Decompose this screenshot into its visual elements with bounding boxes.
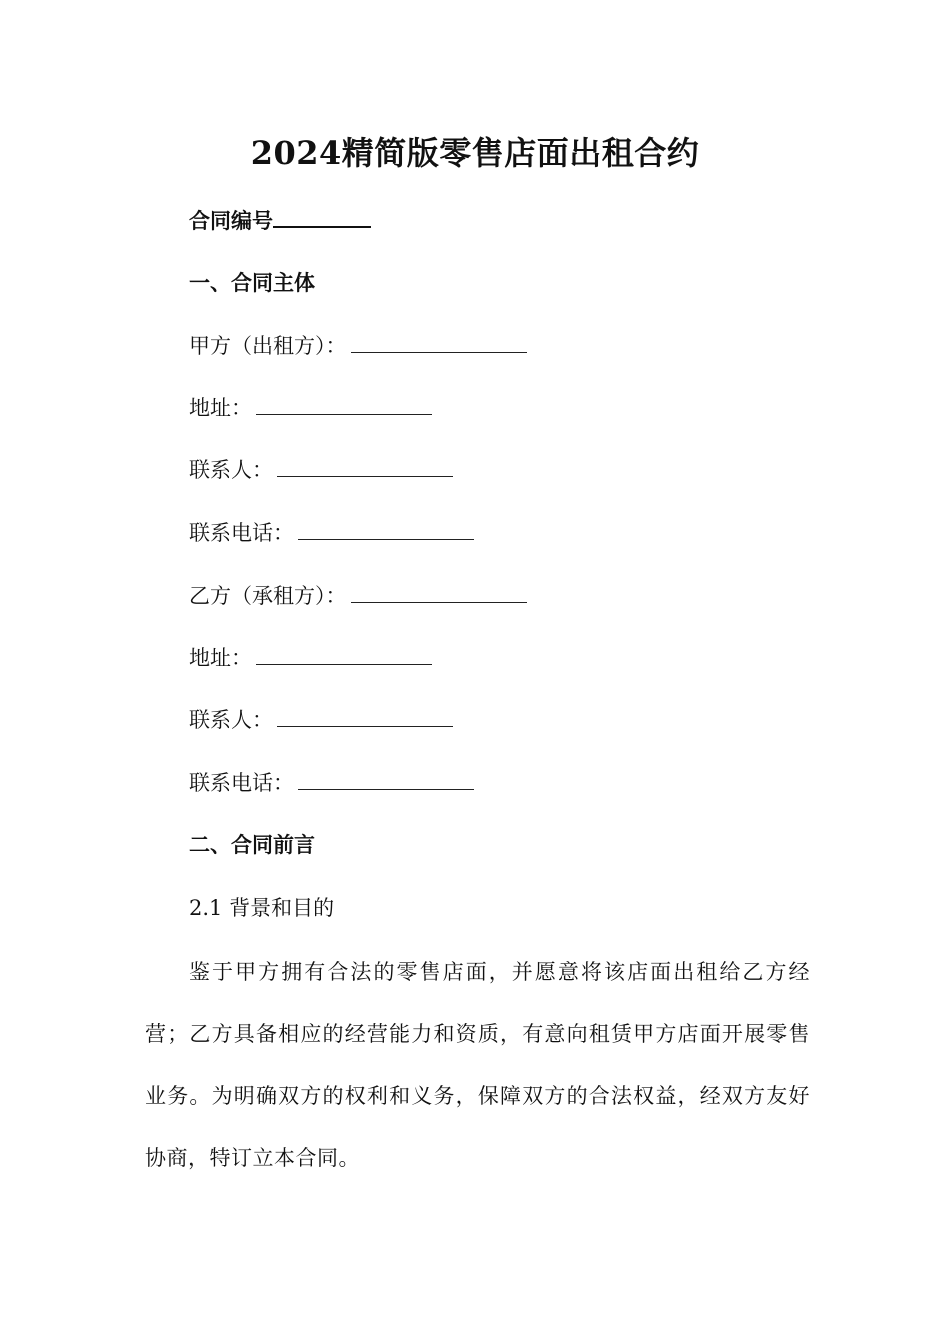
party-b-address-blank[interactable]: [256, 644, 432, 665]
party-a-label: 甲方（出租方）：: [189, 334, 347, 358]
party-a-address-row: [189, 394, 432, 422]
party-b-phone-row: [189, 769, 474, 797]
party-a-address-blank[interactable]: [256, 394, 432, 415]
contract-number-row: [189, 206, 371, 235]
party-b-contact-row: [189, 706, 453, 734]
party-b-phone-blank[interactable]: [298, 769, 474, 790]
party-a-blank[interactable]: [351, 332, 527, 353]
party-b-address-row: [189, 644, 432, 672]
preamble-paragraph: 鉴于甲方拥有合法的零售店面，并愿意将该店面出租给乙方经营；乙方具备相应的经营能力和资质，有意向租赁甲方店面开展零售业务。为明确双方的权利和义务，保障双方的合法权益，经双方友好协商，特订立本合同。: [145, 960, 810, 1170]
party-a-row: [189, 332, 527, 360]
party-a-phone-row: [189, 519, 474, 547]
party-a-contact-label: 联系人：: [189, 458, 273, 482]
party-a-phone-blank[interactable]: [298, 519, 474, 540]
party-b-address-label: 地址：: [189, 646, 252, 670]
party-a-phone-label: 联系电话：: [189, 521, 294, 545]
party-b-contact-label: 联系人：: [189, 708, 273, 732]
subsection-2-1-heading: 2.1 背景和目的: [189, 896, 335, 920]
contract-number-blank[interactable]: [273, 206, 371, 228]
section-1-heading: 一、合同主体: [189, 270, 315, 295]
party-b-blank[interactable]: [351, 582, 527, 603]
party-b-phone-label: 联系电话：: [189, 771, 294, 795]
party-b-row: [189, 582, 527, 610]
party-a-contact-blank[interactable]: [277, 456, 453, 477]
contract-number-label: 合同编号: [189, 208, 273, 233]
party-a-address-label: 地址：: [189, 396, 252, 420]
document-title: 2024精简版零售店面出租合约: [250, 134, 700, 172]
section-2-heading: 二、合同前言: [189, 832, 315, 857]
party-a-contact-row: [189, 456, 453, 484]
party-b-label: 乙方（承租方）：: [189, 584, 347, 608]
party-b-contact-blank[interactable]: [277, 706, 453, 727]
